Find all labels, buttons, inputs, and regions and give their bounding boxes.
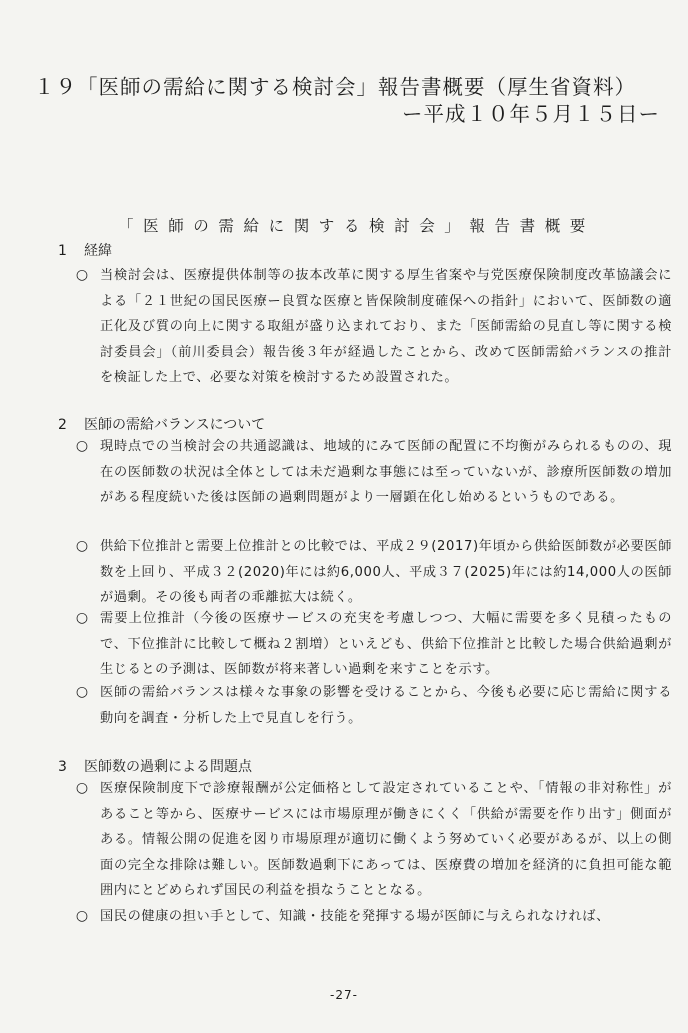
page-number: -27-	[330, 988, 358, 1002]
paragraph-text: 医師の需給バランスは様々な事象の影響を受けることから、今後も必要に応じ需給に関する動向を調査・分析した上で見直しを行う。	[100, 685, 672, 726]
section-heading-1	[58, 240, 112, 260]
paragraph-text: 医療保険制度下で診療報酬が公定価格として設定されていることや、「情報の非対称性」があること等から、医療サービスには市場原理が働きにくく「供給が需要を作り出す」側面がある。情報公開の促進を図り市場原理が適切に働くよう努めていく必要があるが、以上の側面の完全な排除は難しい。医師数過剰下にあっては、医療費の増加を経済的に負担可能な範囲内にとどめられず国民の利益を損なうこととなる。	[100, 781, 672, 898]
paragraph-text: 供給下位推計と需要上位推計との比較では、平成２９(2017)年頃から供給医師数が必要医師数を上回り、平成３２(2020)年には約6,000人、平成３７(2025)年には約14,000人の医師が過剰。その後も両者の乖離拡大は続く。	[100, 539, 672, 605]
paragraph	[72, 606, 672, 683]
document-title: １９「医師の需給に関する検討会」報告書概要（厚生省資料）	[34, 75, 636, 99]
bullet-circle-icon: ○	[75, 438, 89, 454]
paragraph	[72, 776, 672, 904]
paragraph	[72, 434, 672, 511]
paragraph-text: 当検討会は、医療提供体制等の抜本改革に関する厚生省案や与党医療保険制度改革協議会による「２１世紀の国民医療ー良質な医療と皆保険制度確保への指針」において、医師数の適正化及び質の向上に関する取組が盛り込まれており、また「医師需給の見直し等に関する検討委員会」（前川委員会）報告後３年が経過したことから、改めて医師需給バランスの推計を検証した上で、必要な対策を検討するため設置された。	[100, 268, 672, 385]
paragraph	[72, 534, 672, 611]
section-number: 3	[58, 759, 67, 775]
bullet-circle-icon: ○	[75, 610, 89, 626]
summary-heading: 「医師の需給に関する検討会」報告書概要	[118, 217, 595, 235]
paragraph-text: 需要上位推計（今後の医療サービスの充実を考慮しつつ、大幅に需要を多く見積ったもので、下位推計に比較して概ね２割増）といえども、供給下位推計と比較した場合供給過剰が生じるとの予測は、医師数が将来著しい過剰を来すことを示す。	[100, 611, 672, 677]
section-heading-3	[58, 756, 252, 776]
section-title: 経緯	[84, 243, 112, 259]
bullet-circle-icon: ○	[75, 538, 89, 554]
section-heading-2	[58, 414, 265, 434]
bullet-circle-icon: ○	[75, 267, 89, 283]
section-title: 医師の需給バランスについて	[84, 417, 266, 433]
bullet-circle-icon: ○	[75, 780, 89, 796]
section-number: 1	[58, 243, 67, 259]
paragraph	[72, 680, 672, 731]
document-date: ー平成１０年５月１５日ー	[402, 102, 660, 126]
section-title: 医師数の過剰による問題点	[84, 759, 252, 775]
bullet-circle-icon: ○	[75, 908, 89, 924]
bullet-circle-icon: ○	[75, 684, 89, 700]
paragraph	[72, 904, 672, 930]
paragraph	[72, 263, 672, 391]
paragraph-text: 国民の健康の担い手として、知識・技能を発揮する場が医師に与えられなければ、	[100, 909, 610, 924]
section-number: 2	[58, 417, 67, 433]
paragraph-text: 現時点での当検討会の共通認識は、地域的にみて医師の配置に不均衡がみられるものの、現在の医師数の状況は全体としては未だ過剰な事態には至っていないが、診療所医師数の増加がある程度続いた後は医師の過剰問題がより一層顕在化し始めるというものである。	[100, 439, 672, 505]
